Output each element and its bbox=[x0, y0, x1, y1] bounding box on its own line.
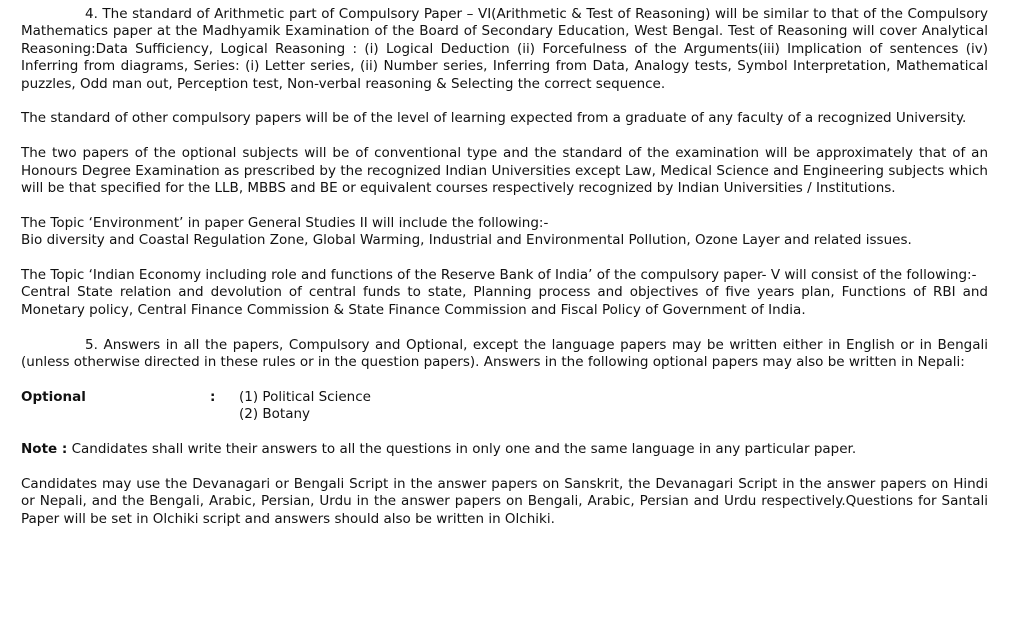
paragraph-arithmetic-standard: 4. The standard of Arithmetic part of Compulsory Paper – VI(Arithmetic & Test of Reasoning) will be similar to that of the Compulsory Mathematics paper at the Madhyamik Examination of the Board of Secondary Education, West Bengal. Test of Reasoning will cover Analytical Reasoning:Data Sufficiency, Logical Reasoning : (i) Logical Deduction (ii) Forcefulness of the Arguments(iii) Implication of sentences (iv) Inferring from diagrams, Series: (i) Letter series, (ii) Number series, Inferring from Data, Analogy tests, Symbol Interpretation, Mathematical puzzles, Odd man out, Perception test, Non-verbal reasoning & Selecting the correct sequence. bbox=[21, 6, 988, 92]
paragraph-economy-intro: The Topic ‘Indian Economy including role and functions of the Reserve Bank of India’ of the compulsory paper- V will consist of the following:- bbox=[21, 267, 977, 284]
paragraph-economy-topics: Central State relation and devolution of central funds to state, Planning process and objectives of five years plan, Functions of RBI and Monetary policy, Central Finance Commission & State Finance Commission and Fiscal Policy of Government of India. bbox=[21, 284, 988, 318]
paragraph-compulsory-standard: The standard of other compulsory papers will be of the level of learning expected from a graduate of any faculty of a recognized University. bbox=[21, 110, 967, 127]
optional-colon: : bbox=[210, 388, 216, 405]
paragraph-optional-standard: The two papers of the optional subjects will be of conventional type and the standard of the examination will be approximately that of an Honours Degree Examination as prescribed by the recognized Indian Universities except Law, Medical Science and Engineering subjects which will be that specified for the LLB, MBBS and BE or equivalent courses respectively recognized by Indian Universities / Institutions. bbox=[21, 145, 988, 197]
optional-item: (1) Political Science bbox=[239, 388, 371, 405]
optional-items bbox=[239, 389, 371, 424]
paragraph-scripts: Candidates may use the Devanagari or Bengali Script in the answer papers on Sanskrit, the Devanagari Script in the answer papers on Hindi or Nepali, and the Bengali, Arabic, Persian, Urdu in the answer papers on Bengali, Arabic, Persian and Urdu respectively.Questions for Santali Paper will be set in Olchiki script and answers should also be written in Olchiki. bbox=[21, 475, 988, 527]
paragraph-answers-language: 5. Answers in all the papers, Compulsory and Optional, except the language papers may be written either in English or in Bengali (unless otherwise directed in these rules or in the question papers). Answers in the following optional papers may also be written in Nepali: bbox=[21, 336, 988, 371]
paragraph-environment-intro: The Topic ‘Environment’ in paper General Studies II will include the following:- bbox=[21, 214, 549, 231]
optional-item: (2) Botany bbox=[239, 406, 311, 423]
note-label: Note : bbox=[21, 441, 68, 458]
document-body bbox=[21, 6, 988, 545]
optional-label: Optional bbox=[21, 388, 86, 405]
paragraph-environment-topics: Bio diversity and Coastal Regulation Zone, Global Warming, Industrial and Environmental Pollution, Ozone Layer and related issues. bbox=[21, 232, 912, 249]
optional-papers-list bbox=[21, 389, 988, 424]
paragraph-note bbox=[21, 441, 988, 458]
note-text: Candidates shall write their answers to all the questions in only one and the same language in any particular paper. bbox=[67, 441, 857, 458]
